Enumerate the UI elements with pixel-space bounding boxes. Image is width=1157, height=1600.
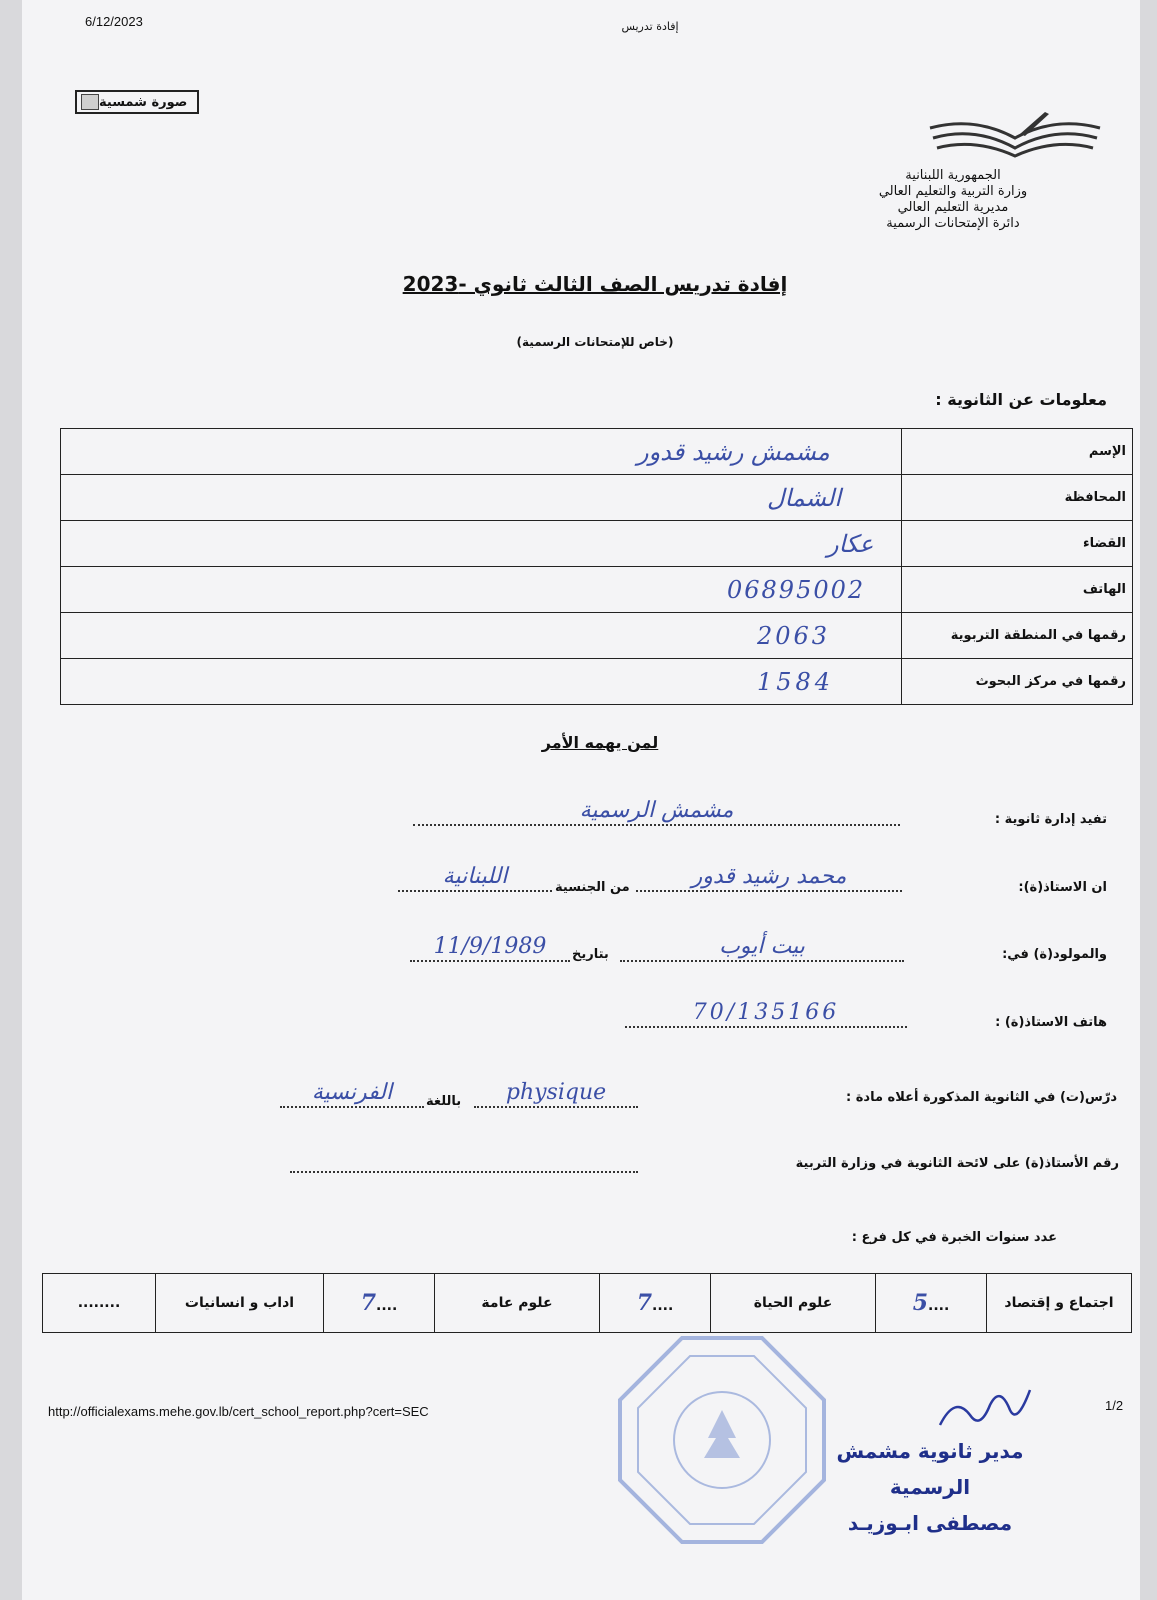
- phone-value: 06895002: [61, 567, 902, 613]
- born-place-field: [620, 934, 904, 962]
- print-page-title: إفادة تدريس: [621, 20, 679, 33]
- country-name: الجمهورية اللبنانية: [905, 168, 1001, 183]
- years-general-science: 7....: [324, 1274, 435, 1333]
- ministry-header: [803, 168, 1103, 232]
- school-section-label: معلومات عن الثانوية :: [935, 390, 1107, 409]
- birth-date-value: 11/9/1989: [433, 934, 547, 959]
- teacher-phone-label: هاتف الاستاذ(ة) :: [995, 1015, 1107, 1030]
- print-date: 6/12/2023: [85, 14, 143, 29]
- roster-number-label: رقم الأستاذ(ة) على لائحة الثانوية في وزارة التربية: [795, 1156, 1119, 1171]
- ministry-name: وزارة التربية والتعليم العالي: [878, 184, 1028, 199]
- table-row: [61, 567, 1133, 613]
- experience-table: [42, 1273, 1132, 1333]
- table-row: [61, 429, 1133, 475]
- roster-number-field: [290, 1145, 638, 1173]
- branch-general-science: علوم عامة: [435, 1274, 600, 1333]
- teacher-label: ان الاستاذ(ة):: [1018, 880, 1107, 895]
- photo-label: صورة شمسية: [99, 94, 188, 110]
- table-row: [61, 475, 1133, 521]
- district-value: عكار: [61, 521, 902, 567]
- language-field: [280, 1080, 424, 1108]
- phone-label: الهاتف: [902, 567, 1133, 613]
- nationality-value: اللبنانية: [442, 864, 508, 889]
- teacher-name-field: [636, 864, 902, 892]
- page-subtitle: (خاص للإمتحانات الرسمية): [516, 335, 674, 349]
- table-row: [61, 521, 1133, 567]
- language-value: الفرنسية: [311, 1080, 393, 1105]
- table-row: [43, 1274, 1132, 1333]
- department-name: دائرة الإمتحانات الرسمية: [886, 216, 1020, 231]
- photo-placeholder: [75, 90, 199, 114]
- page-number: 1/2: [1105, 1398, 1124, 1413]
- ministry-logo: [925, 108, 1105, 164]
- director-name: مصطفى ابـوزيـد: [847, 1511, 1013, 1535]
- director-signature-block: [800, 1433, 1060, 1541]
- branch-sociology-economics: اجتماع و إقتصاد: [987, 1274, 1132, 1333]
- nationality-field: [398, 864, 552, 892]
- branch-life-science: علوم الحياة: [711, 1274, 876, 1333]
- image-icon: [81, 94, 99, 110]
- years-life-science: 7....: [600, 1274, 711, 1333]
- teacher-name-value: محمد رشيد قدور: [691, 864, 847, 889]
- school-info-table: [60, 428, 1133, 705]
- language-label: باللغة: [426, 1094, 462, 1109]
- education-zone-value: 2063: [61, 613, 902, 659]
- footer-url: http://officialexams.mehe.gov.lb/cert_school_report.php?cert=SEC: [48, 1404, 429, 1419]
- research-center-value: 1584: [61, 659, 902, 705]
- district-label: القضاء: [902, 521, 1133, 567]
- school-name-value: مشمش رشيد قدور: [61, 429, 902, 475]
- handwritten-signature: [935, 1385, 1035, 1435]
- years-sociology-economics: 5....: [876, 1274, 987, 1333]
- subject-field: [474, 1080, 638, 1108]
- governorate-value: الشمال: [61, 475, 902, 521]
- page-title: إفادة تدريس الصف الثالث ثانوي -2023: [402, 272, 788, 296]
- nationality-label: من الجنسية: [555, 880, 630, 895]
- subject-value: physique: [505, 1080, 607, 1105]
- born-place-value: بيت أيوب: [719, 934, 805, 959]
- school-admin-field: [413, 798, 900, 826]
- birth-date-label: بتاريخ: [572, 947, 609, 962]
- school-admin-value: مشمش الرسمية: [579, 798, 734, 823]
- birth-date-field: [410, 934, 570, 962]
- table-row: [61, 613, 1133, 659]
- research-center-label: رقمها في مركز البحوث: [902, 659, 1133, 705]
- director-title: مدير ثانوية مشمش الرسمية: [836, 1439, 1024, 1499]
- governorate-label: المحافظة: [902, 475, 1133, 521]
- born-label: والمولود(ة) في:: [1002, 947, 1107, 962]
- subject-label: درّس(ت) في الثانوية المذكورة أعلاه مادة :: [846, 1090, 1117, 1105]
- official-stamp: [612, 1330, 832, 1550]
- to-whom-heading: لمن يهمه الأمر: [541, 733, 659, 752]
- table-row: [61, 659, 1133, 705]
- education-zone-label: رقمها في المنطقة التربوية: [902, 613, 1133, 659]
- school-name-label: الإسم: [902, 429, 1133, 475]
- teacher-phone-field: [625, 1000, 907, 1028]
- teacher-phone-value: 70/135166: [692, 1000, 840, 1025]
- branch-humanities: اداب و انسانيات: [156, 1274, 324, 1333]
- school-admin-label: تفيد إدارة ثانوية :: [994, 812, 1107, 827]
- experience-label: عدد سنوات الخبرة في كل فرع :: [851, 1230, 1057, 1245]
- years-humanities: ........: [43, 1274, 156, 1333]
- directorate-name: مديرية التعليم العالي: [897, 200, 1009, 215]
